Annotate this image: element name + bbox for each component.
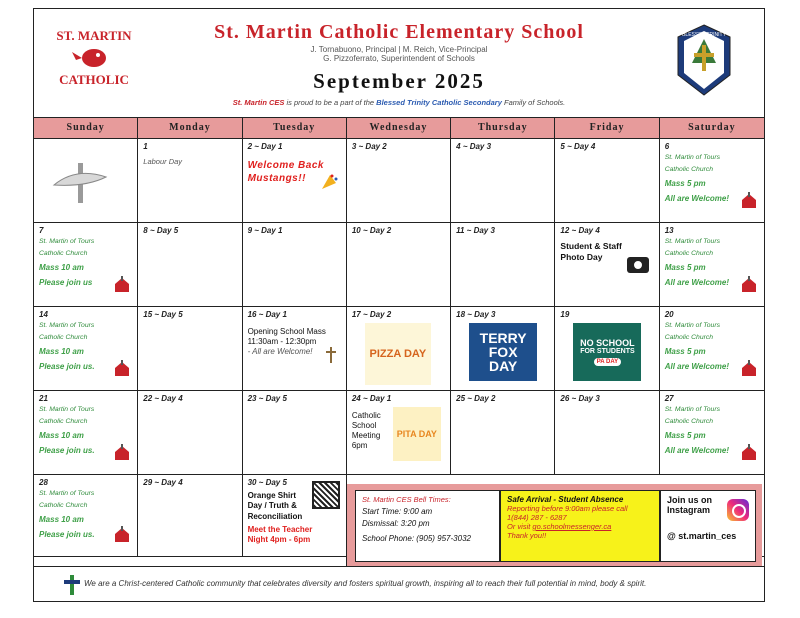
cross-icon <box>64 575 80 595</box>
day-cell <box>138 139 242 222</box>
chapel-icon <box>113 444 131 460</box>
day-cell <box>243 307 347 390</box>
week-row <box>34 139 764 223</box>
church-name: St. Martin of Tours <box>664 238 720 245</box>
date-label: 26 ~ Day 3 <box>560 394 600 403</box>
insta-line1: Join us on <box>667 495 712 505</box>
church-name: St. Martin of Tours <box>664 406 720 413</box>
mass-time: Mass 5 pm <box>664 431 706 441</box>
month-title: September 2025 <box>313 69 485 93</box>
day-cell <box>347 139 451 222</box>
event-mass-invite: - All are Welcome! <box>247 347 313 356</box>
mass-invite: All are Welcome! <box>664 193 730 203</box>
mass-time: Mass 10 am <box>39 431 84 441</box>
day-cell <box>451 391 555 474</box>
date-label: 30 ~ Day 5 <box>247 478 287 487</box>
chapel-icon <box>740 192 758 208</box>
mass-time: Mass 5 pm <box>664 179 706 189</box>
day-cell <box>660 139 764 222</box>
event-opening-mass: Opening School Mass <box>247 327 326 336</box>
date-label: 23 ~ Day 5 <box>247 394 287 403</box>
weekday-thursday: Thursday <box>451 118 555 138</box>
day-cell <box>34 223 138 306</box>
chapel-icon <box>740 360 758 376</box>
school-name: St. Martin Catholic Elementary School <box>214 21 584 43</box>
mass-invite: All are Welcome! <box>664 277 730 287</box>
mass-invite: Please join us <box>39 277 93 287</box>
date-label: 17 ~ Day 2 <box>351 310 392 319</box>
church-type: Catholic Church <box>664 166 714 174</box>
church-name: St. Martin of Tours <box>39 406 95 413</box>
instagram-box <box>660 490 756 562</box>
church-name: St. Martin of Tours <box>39 490 95 497</box>
day-cell <box>34 307 138 390</box>
day-cell <box>660 391 764 474</box>
mass-invite: All are Welcome! <box>664 445 730 455</box>
party-popper-icon <box>320 173 338 191</box>
day-cell <box>347 223 451 306</box>
week-row <box>34 391 764 475</box>
church-name: St. Martin of Tours <box>664 154 720 161</box>
no-school-line1: NO SCHOOL <box>580 338 635 348</box>
date-label: 16 ~ Day 1 <box>247 310 287 319</box>
church-type: Catholic Church <box>39 502 88 510</box>
logo-text-bottom: CATHOLIC <box>59 71 129 87</box>
weekday-monday: Monday <box>138 118 242 138</box>
week-row <box>34 307 764 391</box>
no-school-line2: FOR STUDENTS <box>580 348 635 355</box>
mass-time: Mass 5 pm <box>664 347 706 357</box>
arrival-visit-text: Or visit <box>507 522 533 531</box>
chapel-icon <box>113 360 131 376</box>
terry-fox-line3: DAY <box>489 358 518 374</box>
chapel-icon <box>740 444 758 460</box>
date-label: 25 ~ Day 2 <box>456 394 496 403</box>
qr-code <box>312 481 340 509</box>
chapel-icon <box>113 276 131 292</box>
event-school-meeting: Catholic School Meeting 6pm <box>351 411 381 450</box>
mass-invite: Please join us. <box>39 529 95 539</box>
event-welcome-back: Welcome Back Mustangs!! <box>247 160 324 184</box>
event-meet-teacher: Meet the Teacher Night 4pm - 6pm <box>247 525 313 545</box>
day-cell <box>243 391 347 474</box>
church-type: Catholic Church <box>664 250 714 258</box>
terry-fox-badge <box>469 323 537 381</box>
date-label: 19 <box>560 310 570 319</box>
day-cell <box>347 307 451 390</box>
day-cell <box>34 391 138 474</box>
bell-title: St. Martin CES Bell Times: <box>362 495 451 504</box>
weekday-header <box>34 117 764 139</box>
date-label: 15 ~ Day 5 <box>143 310 183 319</box>
dove-cross-icon <box>46 157 116 207</box>
date-label: 27 <box>664 394 674 403</box>
arrival-phone: 1(844) 287 - 6287 <box>507 513 567 522</box>
day-cell <box>555 139 659 222</box>
day-cell-empty <box>34 139 138 222</box>
weekday-saturday: Saturday <box>688 122 736 133</box>
week-row <box>34 223 764 307</box>
tagline-mid: is proud to be a part of the <box>284 98 377 107</box>
day-cell <box>555 307 659 390</box>
staff-superintendent: G. Pizzoferrato, Superintendent of Schools <box>323 54 475 63</box>
tagline-family: Blessed Trinity Catholic Secondary <box>376 98 502 107</box>
church-type: Catholic Church <box>664 334 714 342</box>
date-label: 2 ~ Day 1 <box>247 142 283 151</box>
date-label: 24 ~ Day 1 <box>351 394 392 403</box>
date-label: 4 ~ Day 3 <box>456 142 492 151</box>
mass-time: Mass 5 pm <box>664 263 706 273</box>
instagram-icon <box>727 499 749 521</box>
date-label: 6 <box>664 142 670 151</box>
pizza-day-badge: PIZZA DAY <box>365 323 431 385</box>
day-cell <box>138 391 242 474</box>
date-label: 11 ~ Day 3 <box>456 226 495 235</box>
day-cell <box>660 307 764 390</box>
day-cell <box>138 307 242 390</box>
blessed-trinity-logo <box>674 23 734 99</box>
day-cell <box>243 475 347 556</box>
mission-statement: We are a Christ-centered Catholic community that celebrates diversity and fosters spiritual growth, inspiring all to reach their full potential in mind, body & spirit. <box>84 579 647 588</box>
church-name: St. Martin of Tours <box>39 322 95 329</box>
date-label: 14 <box>39 310 48 319</box>
day-cell <box>243 139 347 222</box>
mass-invite: Please join us. <box>39 361 95 371</box>
mass-time: Mass 10 am <box>39 515 84 525</box>
mass-invite: Please join us. <box>39 445 95 455</box>
tagline-end: Family of Schools. <box>501 98 566 107</box>
calendar-page <box>33 8 765 602</box>
day-cell <box>451 139 555 222</box>
day-cell <box>138 475 242 556</box>
church-name: St. Martin of Tours <box>39 238 95 245</box>
bell-dismissal: Dismissal: 3:20 pm <box>362 519 430 528</box>
church-type: Catholic Church <box>39 334 88 342</box>
day-cell <box>451 307 555 390</box>
weekday-sunday: Sunday <box>34 118 138 138</box>
church-type: Catholic Church <box>39 418 88 426</box>
arrival-visit <box>507 522 653 531</box>
insta-handle[interactable]: @ st.martin_ces <box>667 531 737 541</box>
schoolmessenger-link[interactable]: go.schoolmessenger.ca <box>532 522 612 531</box>
date-label: 1 <box>143 142 148 151</box>
date-label: 12 ~ Day 4 <box>560 226 600 235</box>
date-label: 28 <box>39 478 48 487</box>
mass-time: Mass 10 am <box>39 263 84 273</box>
chapel-icon <box>740 276 758 292</box>
bell-start: Start Time: 9:00 am <box>362 507 433 516</box>
logo-text-top: ST. MARTIN <box>56 28 132 43</box>
tagline <box>34 98 764 107</box>
mass-time: Mass 10 am <box>39 347 84 357</box>
arrival-line1: Reporting before 9:00am please call <box>507 504 628 513</box>
day-cell <box>660 223 764 306</box>
date-label: 13 <box>664 226 674 235</box>
day-cell <box>555 391 659 474</box>
date-label: 5 ~ Day 4 <box>560 142 596 151</box>
date-label: 9 ~ Day 1 <box>247 226 283 235</box>
event-photo-day: Student & Staff Photo Day <box>560 241 622 263</box>
mass-invite: All are Welcome! <box>664 361 730 371</box>
no-school-badge <box>573 323 641 381</box>
cross-icon <box>326 347 336 363</box>
event-labour-day: Labour Day <box>143 157 183 166</box>
terry-fox-line1: TERRY <box>479 330 527 346</box>
school-phone: School Phone: (905) 957-3032 <box>362 534 471 543</box>
church-type: Catholic Church <box>39 250 88 258</box>
bell-times-box <box>355 490 500 562</box>
day-cell <box>347 391 451 474</box>
church-name: St. Martin of Tours <box>664 322 720 329</box>
day-cell <box>34 475 138 556</box>
logo-label: BLESSED TRINITY <box>682 32 726 38</box>
arrival-title: Safe Arrival - Student Absence <box>507 495 624 504</box>
day-cell <box>555 223 659 306</box>
date-label: 29 ~ Day 4 <box>143 478 183 487</box>
chapel-icon <box>113 526 131 542</box>
staff-principals: J. Tornabuono, Principal | M. Reich, Vice-Principal <box>310 45 488 54</box>
weekday-tuesday: Tuesday <box>243 118 347 138</box>
date-label: 20 <box>664 310 674 319</box>
date-label: 21 <box>39 394 48 403</box>
calendar-header <box>34 9 764 117</box>
day-cell <box>451 223 555 306</box>
date-label: 22 ~ Day 4 <box>143 394 183 403</box>
date-label: 3 ~ Day 2 <box>351 142 387 151</box>
event-mass-time: 11:30am - 12:30pm <box>247 337 317 346</box>
weekday-wednesday: Wednesday <box>347 118 451 138</box>
terry-fox-line2: FOX <box>488 344 518 360</box>
church-type: Catholic Church <box>664 418 714 426</box>
weekday-friday: Friday <box>555 118 659 138</box>
day-cell <box>138 223 242 306</box>
event-orange-shirt: Orange Shirt Day / Truth & Reconciliation <box>247 491 303 521</box>
arrival-thanks: Thank you!! <box>507 531 547 540</box>
day-cell <box>243 223 347 306</box>
insta-line2: Instagram <box>667 505 711 515</box>
info-panel <box>346 484 762 566</box>
pita-day-badge: PITA DAY <box>393 407 441 461</box>
date-label: 7 <box>39 226 44 235</box>
date-label: 8 ~ Day 5 <box>143 226 179 235</box>
tagline-school: St. Martin CES <box>232 98 285 107</box>
pa-day-label: PA DAY <box>594 358 621 366</box>
date-label: 10 ~ Day 2 <box>351 226 392 235</box>
mission-footer <box>34 566 764 603</box>
safe-arrival-box <box>500 490 660 562</box>
date-label: 18 ~ Day 3 <box>456 310 496 319</box>
camera-icon <box>627 257 649 273</box>
